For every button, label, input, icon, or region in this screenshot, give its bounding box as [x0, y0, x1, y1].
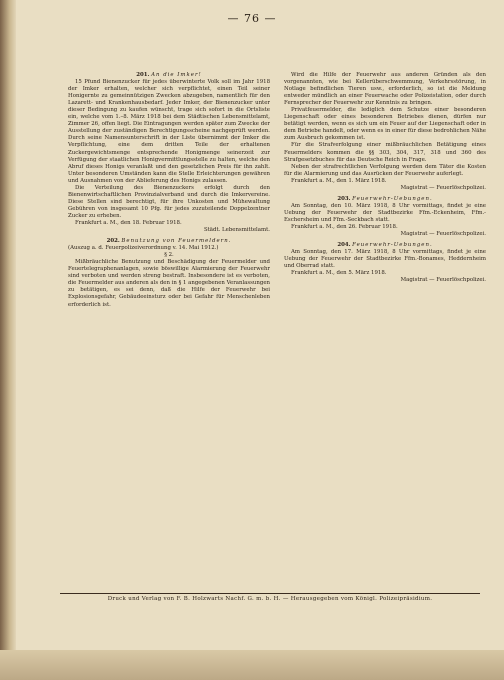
entry-202-paragraph: Wird die Hilfe der Feuerwehr aus anderen Gründen als den vorgenannten, wie bei Kellerüberschwemmung, Verkehrsstörung, in Notlage befindlichen Tieren usw., erforderlich, so ist die Meldung entweder mündlich an einer Feuerwache oder Polizeistation, oder durch Fernsprecher der Feuerwehr zur Kenntnis zu bringen.: [284, 72, 486, 107]
entry-201-paragraph: 15 Pfund Bienenzucker für jedes überwinterte Volk soll im Jahr 1918 der Imker erhalten, welcher sich verpflichtet, einen Teil seiner Honigernte zu gemeinnützigen Zwecken abzugeben, namentlich für den Lazarett- und Krankenhausbedarf. Jeder Imker, der Bienenzucker unter dieser Bedingung zu kaufen wünscht, trage sich sofort in die Ortsliste ein, welche vom 1.–8. März 1918 bei dem Städtischen Lebensmittelamt, Zimmer 26, offen liegt. Die Eintragungen werden später zum Zwecke der Ausstellung der zuständigen Berechtigungsscheine nachgeprüft werden. Durch seine Namensunterschrift in der Liste übernimmt der Imker die Verpflichtung, eine dem dritten Teile der erhaltenen Zuckergewichtsmenge entsprechende Honigmenge seinerzeit zur Verfügung der staatlichen Honigvermittlungsstelle zu halten, welche den Abruf dieses Honigs veranlaßt und den gesetzlichen Preis für ihn zahlt. Unter besonderen Umständen kann die Stelle Erleichterungen gewähren und Ausnahmen von der Ablieferung des Honigs zulassen.: [68, 79, 270, 184]
entry-203-date: Frankfurt a. M., den 26. Februar 1918.: [291, 223, 398, 230]
binding-shadow: [0, 0, 16, 680]
entry-202-date: Frankfurt a. M., den 1. März 1918.: [291, 177, 387, 184]
entry-204-paragraph: Am Sonntag, den 17. März 1918, 8 Uhr vormittags, findet je eine Uebung der Feuerwehr der Stadtbezirke Ffm.-Bonames, Heddernheim und Oberrad statt.: [284, 249, 486, 270]
entry-204-date: Frankfurt a. M., den 5. März 1918.: [291, 270, 387, 277]
entry-201-number: 201.: [136, 72, 150, 78]
entry-201-signature: Städt. Lebensmittelamt.: [203, 227, 270, 234]
entry-202-paragraph: Privatfeuermelder, die lediglich dem Schutze einer besonderen Liegenschaft oder eines besonderen Betriebes dienen, dürfen nur betätigt werden, wenn es sich um ein Feuer auf der Liegenschaft oder in dem Betriebe handelt, oder wenn es in einer für diese bedrohlichen Nähe zum Ausbruch gekommen ist.: [284, 107, 486, 142]
entry-204-signature: Magistrat — Feuerlöschpolizei.: [400, 277, 486, 284]
entry-204-title: Feuerwehr-Uebungen.: [352, 242, 433, 249]
entry-203-heading: [284, 196, 486, 203]
entry-202-paragraph: Für die Strafverfolgung einer mißbräuchlichen Betätigung eines Feuermelders kommen die §§ 303, 304, 317, 318 und 360 des Strafgesetzbuches für das Deutsche Reich in Frage.: [284, 142, 486, 163]
entry-201-title: An die Imker!: [151, 72, 202, 78]
page-bottom-edge: [0, 650, 504, 680]
imprint-footer: Druck und Verlag von F. B. Holzwarts Nachf. G. m. b. H. — Herausgegeben vom Königl. Polizeipräsidium.: [60, 593, 480, 602]
entry-203-title: Feuerwehr-Uebungen.: [352, 195, 433, 202]
entry-203-signature: Magistrat — Feuerlöschpolizei.: [400, 231, 486, 238]
entry-202-subtitle: (Auszug a. d. Feuerpolizeiverordnung v. 14. Mai 1912.): [68, 245, 219, 252]
entry-202-paragraph: Neben der strafrechtlichen Verfolgung werden dem Täter die Kosten für die Alarmierung und das Ausrücken der Feuerwehr auferlegt.: [284, 163, 486, 177]
right-column: [284, 72, 486, 284]
entry-201-heading: [68, 72, 270, 79]
entry-204-number: 204.: [337, 242, 351, 249]
entry-203-paragraph: Am Sonntag, den 10. März 1918, 8 Uhr vormittags, findet je eine Uebung der Feuerwehr der Stadtbezirke Ffm.-Eckenheim, Ffm.-Eschersheim und Ffm.-Seckbach statt.: [284, 202, 486, 223]
entry-202-number: 202.: [106, 238, 120, 245]
entry-202-paragraph: Mißbräuchliche Benutzung und Beschädigung der Feuermelder und Feuertelegraphenanlagen, sowie böswillige Alarmierung der Feuerwehr sind verboten und werden streng bestraft. Insbesondere ist es verboten, die Feuermelder aus anderen als den in § 1 angegebenen Veranlassungen zu betätigen, es sei denn, daß die Hilfe der Feuerwehr bei Explosionsgefahr, Gebäudeeinsturz oder bei Gefahr für Menschenleben erforderlich ist.: [68, 259, 270, 308]
entry-202-signature: Magistrat — Feuerlöschpolizei.: [400, 184, 486, 191]
page-number: — 76 —: [227, 12, 277, 25]
entry-202-title: Benutzung von Feuermeldern.: [121, 238, 232, 245]
entry-201-paragraph: Die Verteilung des Bienenzuckers erfolgt durch den Bienenwirtschaftlichen Provinzialverband und durch die Imkervereine. Diese Stellen sind berechtigt, für ihre Unkosten und Mühewaltung Gebühren von insgesamt 10 Pfg. für jedes zuzuteilende Doppelzentner Zucker zu erheben.: [68, 184, 270, 219]
entry-201-date: Frankfurt a. M., den 18. Februar 1918.: [75, 219, 182, 226]
entry-203-number: 203.: [337, 195, 351, 202]
entry-204-heading: [284, 242, 486, 249]
entry-202-section: § 2.: [164, 252, 174, 259]
left-column: [68, 72, 270, 309]
